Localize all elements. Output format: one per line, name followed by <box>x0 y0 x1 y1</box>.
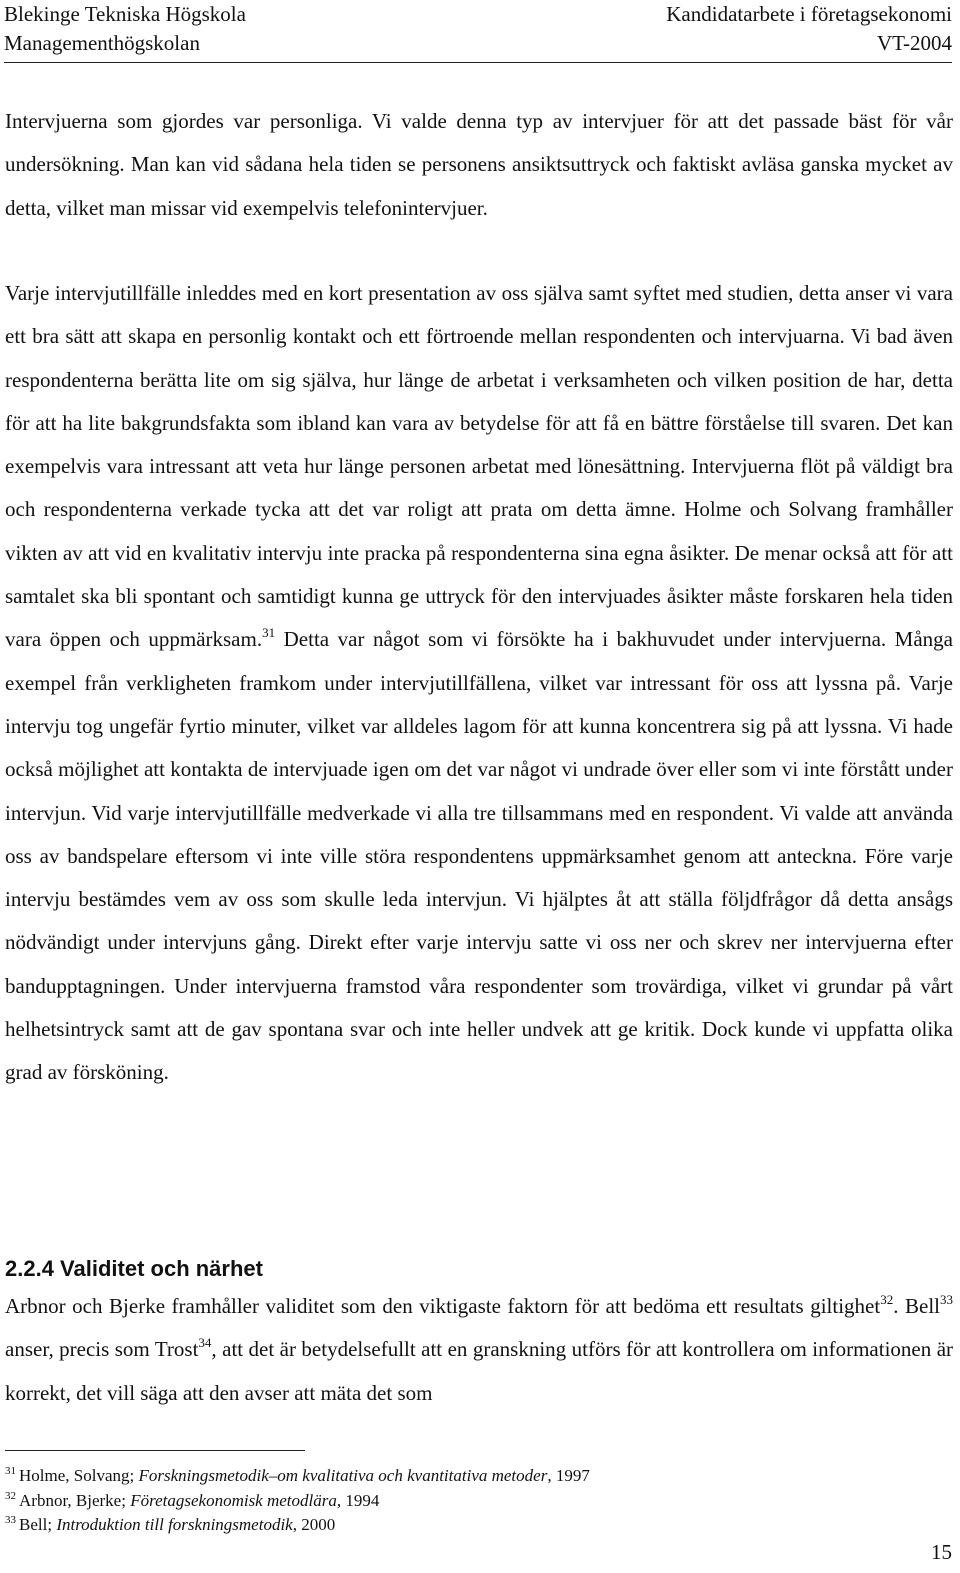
footnote-number: 32 <box>5 1489 16 1502</box>
footnote-authors: Arbnor, Bjerke; <box>19 1490 131 1510</box>
header-document-type: Kandidatarbete i företagsekonomi <box>666 2 952 26</box>
footnote-divider <box>5 1450 305 1451</box>
footnote-item <box>5 1513 590 1538</box>
paragraph-text: Arbnor och Bjerke framhåller validitet som den viktigaste faktorn för att bedöma ett resultats giltighet <box>5 1294 881 1318</box>
header-department: Managementhögskolan <box>4 31 200 55</box>
page-number: 15 <box>931 1540 952 1564</box>
footnote-title: Introduktion till forskningsmetodik <box>56 1515 293 1534</box>
page-header <box>4 0 952 63</box>
header-institution: Blekinge Tekniska Högskola <box>4 2 246 26</box>
section-heading: 2.2.4 Validitet och närhet <box>5 1256 263 1281</box>
paragraph-text: Detta var något som vi försökte ha i bakhuvudet under intervjuerna. Många exempel från verkligheten framkom under intervjutillfällena, vilket var intressant för oss att lyssna på. Varje intervju tog ungefär fyrtio minuter, vilket var alldeles lagom för att kunna koncentrera sig på att lyssna. Vi hade också möjlighet att kontakta de intervjuade igen om det var något vi undrade över eller som vi inte förstått under intervjun. Vid varje intervjutillfälle medverkade vi alla tre tillsammans med en respondent. Vi valde att använda oss av bandspelare eftersom vi inte ville störa respondentens uppmärksamhet genom att anteckna. Före varje intervju bestämdes vem av oss som skulle leda intervjun. Vi hjälptes åt att ställa följdfrågor då detta ansågs nödvändigt under intervjuns gång. Direkt efter varje intervju satte vi oss ner och skrev ner intervjuerna efter bandupptagningen. Under intervjuerna framstod våra respondenter som trovärdiga, vilket vi grundar på vårt helhetsintryck samt att de gav spontana svar och inte heller undvek att ge kritik. Dock kunde vi uppfatta olika grad av försköning. <box>5 627 953 1085</box>
paragraph-validity <box>5 1285 953 1415</box>
header-term: VT-2004 <box>876 31 952 55</box>
footnote-number: 31 <box>5 1465 16 1477</box>
footnote-item <box>5 1489 590 1514</box>
paragraph-text: , att det är betydelsefullt att en granskning utförs för att kontrollera om informationen är korrekt, det vill säga att den avser att mäta det som <box>5 1337 954 1405</box>
paragraph-text: Varje intervjutillfälle inleddes med en kort presentation av oss själva samt syftet med studien, detta anser vi vara ett bra sätt att skapa en personlig kontakt och ett förtroende mellan respondenten och intervjuarna. Vi bad även respondenterna berätta lite om sig själva, hur länge de arbetat i verksamheten och vilken position de har, detta för att ha lite bakgrundsfakta som ibland kan vara av betydelse för att få en bättre förståelse till svaren. Det kan exempelvis vara intressant att veta hur länge personen arbetat med lönesättning. Intervjuerna flöt på väldigt bra och respondenterna verkade tycka att det var roligt att prata om detta ämne. Holme och Solvang framhåller vikten av att vid en kvalitativ intervju inte pracka på respondenterna sina egna åsikter. De menar också att för att samtalet ska bli spontant och samtidigt kunna ge uttryck för den intervjuades åsikter måste forskaren hela tiden vara öppen och uppmärksam. <box>5 281 953 652</box>
header-row-2 <box>4 29 952 58</box>
paragraph-interview-procedure <box>5 272 953 1095</box>
footnote-title: Företagsekonomisk metodlära <box>130 1490 337 1510</box>
header-row-1 <box>4 0 952 29</box>
footnote-authors: Bell; <box>19 1515 57 1534</box>
footnote-ref-34[interactable]: 34 <box>198 1335 212 1351</box>
paragraph-text: . Bell <box>893 1294 940 1318</box>
footnote-ref-31[interactable]: 31 <box>262 625 276 641</box>
paragraph-interview-type: Intervjuerna som gjordes var personliga. Vi valde denna typ av intervjuer för att det passade bäst för vår undersökning. Man kan vid sådana hela tiden se personens ansiktsuttryck och faktiskt avläsa ganska mycket av detta, vilket man missar vid exempelvis telefonintervjuer. <box>5 109 953 220</box>
footnote-authors: Holme, Solvang; <box>19 1466 139 1485</box>
footnote-ref-33[interactable]: 33 <box>940 1292 953 1307</box>
footnote-ref-32[interactable]: 32 <box>880 1292 894 1307</box>
footnote-title: Forskningsmetodik–om kvalitativa och kvantitativa metoder <box>138 1466 548 1485</box>
footnote-year: , 1994 <box>336 1490 380 1510</box>
footnote-year: , 1997 <box>547 1466 590 1485</box>
footnote-list <box>5 1464 590 1538</box>
paragraph-text: anser, precis som Trost <box>5 1337 199 1362</box>
footnote-number: 33 <box>5 1514 16 1526</box>
footnote-item <box>5 1464 590 1489</box>
footnote-year: , 2000 <box>292 1515 336 1534</box>
